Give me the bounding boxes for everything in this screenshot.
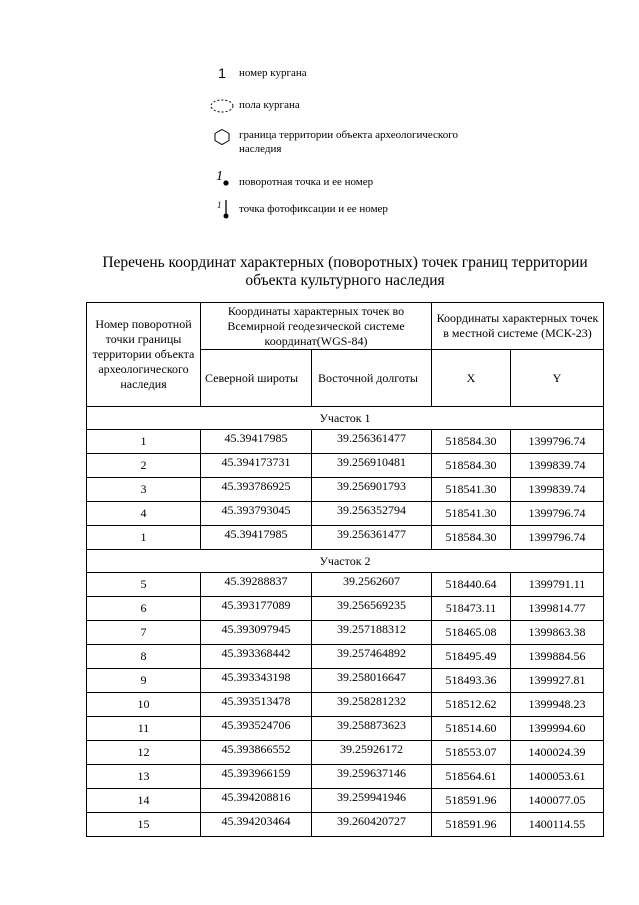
- x-cell: 518591.96: [432, 789, 511, 813]
- svg-text:1: 1: [217, 200, 222, 210]
- longitude-cell: 39.256361477: [312, 526, 432, 550]
- legend-label: граница территории объекта археологического наследия: [239, 129, 458, 155]
- dashed-ellipse-icon: [205, 98, 239, 114]
- x-cell: 518512.62: [432, 693, 511, 717]
- longitude-cell: 39.2562607: [312, 573, 432, 597]
- table-row: [87, 478, 604, 502]
- longitude-cell: 39.260420727: [312, 813, 432, 837]
- x-cell: 518493.36: [432, 669, 511, 693]
- y-cell: 1399796.74: [511, 430, 604, 454]
- longitude-cell: 39.257188312: [312, 621, 432, 645]
- table-row: [87, 430, 604, 454]
- table-row: [87, 765, 604, 789]
- y-cell: 1399814.77: [511, 597, 604, 621]
- longitude-cell: 39.25926172: [312, 741, 432, 765]
- header-latitude: Северной широты: [201, 350, 312, 407]
- svg-text:1: 1: [216, 169, 223, 184]
- y-cell: 1399948.23: [511, 693, 604, 717]
- longitude-cell: 39.256910481: [312, 454, 432, 478]
- section-title: Участок 2: [87, 550, 604, 573]
- latitude-cell: 45.393097945: [201, 621, 312, 645]
- x-cell: 518584.30: [432, 430, 511, 454]
- point-number-cell: 6: [87, 597, 201, 621]
- table-row: [87, 573, 604, 597]
- latitude-cell: 45.393368442: [201, 645, 312, 669]
- numbered-point-icon: [205, 168, 239, 190]
- table-row: [87, 789, 604, 813]
- point-number-cell: 4: [87, 502, 201, 526]
- point-number-cell: 13: [87, 765, 201, 789]
- legend-label: поворотная точка и ее номер: [239, 176, 374, 188]
- longitude-cell: 39.259637146: [312, 765, 432, 789]
- numeral-one-icon: 1: [218, 65, 226, 81]
- x-cell: 518584.30: [432, 526, 511, 550]
- x-cell: 518440.64: [432, 573, 511, 597]
- latitude-cell: 45.394208816: [201, 789, 312, 813]
- latitude-cell: 45.39288837: [201, 573, 312, 597]
- y-cell: 1400024.39: [511, 741, 604, 765]
- y-cell: 1399863.38: [511, 621, 604, 645]
- x-cell: 518553.07: [432, 741, 511, 765]
- table-row: [87, 717, 604, 741]
- page-title: Перечень координат характерных (поворотных) точек границ территории объекта культурного наследия: [102, 254, 588, 289]
- latitude-cell: 45.39417985: [201, 430, 312, 454]
- hexagon-outline-icon: [205, 128, 239, 146]
- point-number-cell: 2: [87, 454, 201, 478]
- table-row: [87, 454, 604, 478]
- latitude-cell: 45.394173731: [201, 454, 312, 478]
- latitude-cell: 45.393343198: [201, 669, 312, 693]
- y-cell: 1400053.61: [511, 765, 604, 789]
- y-cell: 1399884.56: [511, 645, 604, 669]
- table-row: [87, 526, 604, 550]
- x-cell: 518591.96: [432, 813, 511, 837]
- y-cell: 1399796.74: [511, 526, 604, 550]
- latitude-cell: 45.39417985: [201, 526, 312, 550]
- photo-point-icon: [205, 198, 239, 222]
- y-cell: 1399791.11: [511, 573, 604, 597]
- point-number-cell: 5: [87, 573, 201, 597]
- table-row: [87, 669, 604, 693]
- point-number-cell: 8: [87, 645, 201, 669]
- latitude-cell: 45.393866552: [201, 741, 312, 765]
- x-cell: 518473.11: [432, 597, 511, 621]
- point-number-cell: 3: [87, 478, 201, 502]
- y-cell: 1399839.74: [511, 478, 604, 502]
- table-row: [87, 645, 604, 669]
- latitude-cell: 45.393524706: [201, 717, 312, 741]
- legend-label: точка фотофиксации и ее номер: [239, 203, 388, 215]
- table-row: [87, 597, 604, 621]
- latitude-cell: 45.393177089: [201, 597, 312, 621]
- legend-label: номер кургана: [239, 67, 307, 79]
- header-wgs84: Координаты характерных точек во Всемирной геодезической системе координат(WGS-84): [201, 303, 432, 350]
- longitude-cell: 39.259941946: [312, 789, 432, 813]
- legend-label: пола кургана: [239, 99, 300, 111]
- x-cell: 518541.30: [432, 502, 511, 526]
- x-cell: 518541.30: [432, 478, 511, 502]
- table-row: [87, 813, 604, 837]
- longitude-cell: 39.256569235: [312, 597, 432, 621]
- table-row: [87, 502, 604, 526]
- x-cell: 518584.30: [432, 454, 511, 478]
- y-cell: 1400114.55: [511, 813, 604, 837]
- section-row: [87, 407, 604, 430]
- header-longitude: Восточной долготы: [312, 350, 432, 407]
- header-x: X: [432, 350, 511, 407]
- legend-item-kurgan-floor: [205, 98, 300, 114]
- latitude-cell: 45.393786925: [201, 478, 312, 502]
- table-row: [87, 621, 604, 645]
- longitude-cell: 39.256361477: [312, 430, 432, 454]
- latitude-cell: 45.393793045: [201, 502, 312, 526]
- legend-item-turning-point: [205, 168, 373, 190]
- latitude-cell: 45.394203464: [201, 813, 312, 837]
- longitude-cell: 39.257464892: [312, 645, 432, 669]
- longitude-cell: 39.256901793: [312, 478, 432, 502]
- header-msk23: Координаты характерных точек в местной системе (МСК-23): [432, 303, 604, 350]
- point-number-cell: 15: [87, 813, 201, 837]
- table-row: [87, 693, 604, 717]
- x-cell: 518495.49: [432, 645, 511, 669]
- x-cell: 518564.61: [432, 765, 511, 789]
- point-number-cell: 7: [87, 621, 201, 645]
- point-number-cell: 12: [87, 741, 201, 765]
- point-number-cell: 9: [87, 669, 201, 693]
- x-cell: 518465.08: [432, 621, 511, 645]
- longitude-cell: 39.256352794: [312, 502, 432, 526]
- header-point-number: Номер поворотной точки границы территории объекта археологического наследия: [87, 303, 201, 407]
- legend-item-photo-point: [205, 198, 388, 222]
- legend-item-kurgan-number: [205, 66, 307, 80]
- section-row: [87, 550, 604, 573]
- point-number-cell: 11: [87, 717, 201, 741]
- y-cell: 1399796.74: [511, 502, 604, 526]
- y-cell: 1399927.81: [511, 669, 604, 693]
- coordinates-table: [86, 302, 604, 837]
- y-cell: 1399994.60: [511, 717, 604, 741]
- header-y: Y: [511, 350, 604, 407]
- latitude-cell: 45.393513478: [201, 693, 312, 717]
- y-cell: 1400077.05: [511, 789, 604, 813]
- y-cell: 1399839.74: [511, 454, 604, 478]
- latitude-cell: 45.393966159: [201, 765, 312, 789]
- point-number-cell: 1: [87, 430, 201, 454]
- point-number-cell: 1: [87, 526, 201, 550]
- longitude-cell: 39.258016647: [312, 669, 432, 693]
- longitude-cell: 39.258281232: [312, 693, 432, 717]
- legend-item-boundary: [205, 128, 494, 156]
- point-number-cell: 10: [87, 693, 201, 717]
- section-title: Участок 1: [87, 407, 604, 430]
- point-number-cell: 14: [87, 789, 201, 813]
- x-cell: 518514.60: [432, 717, 511, 741]
- table-row: [87, 741, 604, 765]
- longitude-cell: 39.258873623: [312, 717, 432, 741]
